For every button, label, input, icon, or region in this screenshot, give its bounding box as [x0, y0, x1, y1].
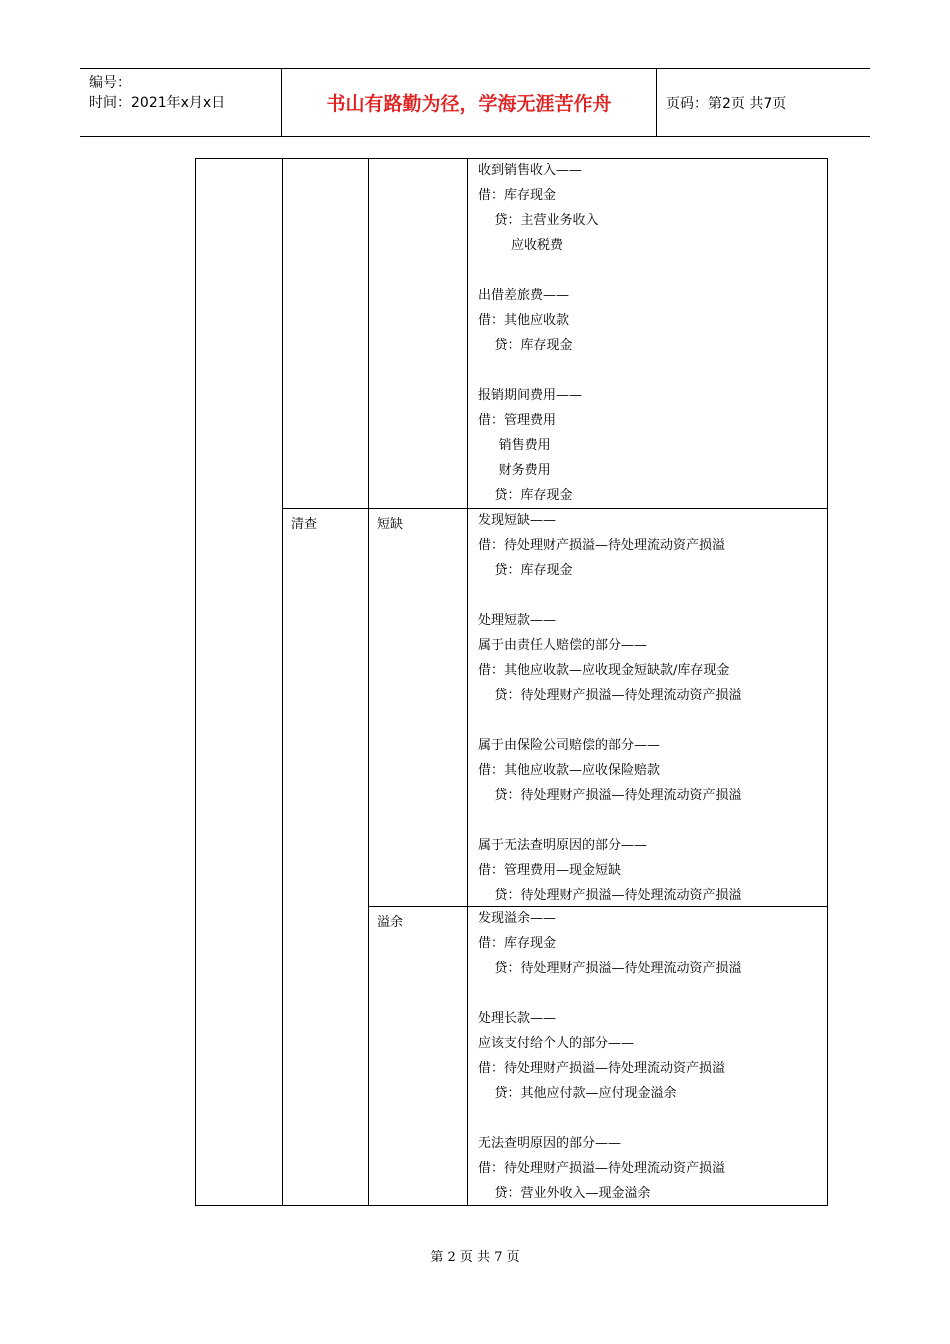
entry-line: 贷：营业外收入—现金溢余 [478, 1186, 651, 1201]
entry-line [478, 808, 742, 833]
entry-line: 贷：其他应付款—应付现金溢余 [478, 1086, 677, 1101]
entry-line: 借：管理费用—现金短缺 [478, 863, 622, 878]
entry-line: 销售费用 [478, 438, 551, 453]
entry-line: 处理长款—— [478, 1011, 557, 1026]
entry-line: 贷：待处理财产损溢—待处理流动资产损溢 [478, 788, 742, 803]
entry-line: 贷：库存现金 [478, 563, 573, 578]
table-border [827, 158, 828, 1206]
time-label: 时间：2021年x月x日 [89, 95, 226, 111]
page-header [80, 68, 870, 137]
header-divider [656, 69, 657, 136]
entry-line: 财务费用 [478, 463, 551, 478]
shortage-label: 短缺 [377, 517, 404, 532]
page-footer: 第 2 页 共 7 页 [430, 1250, 520, 1265]
shortage-entries [478, 508, 742, 908]
journal-table [195, 158, 828, 1206]
entry-line: 贷：待处理财产损溢—待处理流动资产损溢 [478, 961, 742, 976]
entry-line: 借：其他应收款—应收现金短缺款/库存现金 [478, 663, 730, 678]
entry-line: 发现短缺—— [478, 513, 557, 528]
entry-line: 出借差旅费—— [478, 288, 570, 303]
entry-line [478, 981, 742, 1006]
entry-line: 贷：待处理财产损溢—待处理流动资产损溢 [478, 888, 742, 903]
surplus-label: 溢余 [377, 915, 404, 930]
entry-line: 应该支付给个人的部分—— [478, 1036, 635, 1051]
entry-line: 借：其他应收款 [478, 313, 570, 328]
entry-line: 收到销售收入—— [478, 163, 583, 178]
column-line [368, 158, 369, 1206]
entry-line: 借：管理费用 [478, 413, 557, 428]
check-label: 清查 [291, 517, 318, 532]
entry-line: 处理短款—— [478, 613, 557, 628]
entry-line: 借：待处理财产损溢—待处理流动资产损溢 [478, 1161, 726, 1176]
entry-line: 借：待处理财产损溢—待处理流动资产损溢 [478, 538, 726, 553]
surplus-entries [478, 906, 742, 1206]
table-border [195, 158, 196, 1206]
entry-line: 借：待处理财产损溢—待处理流动资产损溢 [478, 1061, 726, 1076]
entry-line: 贷：主营业务收入 [478, 213, 599, 228]
entry-line [478, 358, 599, 383]
entry-line: 借：其他应收款—应收保险赔款 [478, 763, 661, 778]
entry-line: 发现溢余—— [478, 911, 557, 926]
cash-receipt-entries [478, 158, 599, 508]
number-label: 编号： [89, 75, 131, 91]
entry-line [478, 583, 742, 608]
entry-line: 属于由保险公司赔偿的部分—— [478, 738, 661, 753]
header-meta [89, 73, 225, 113]
entry-line: 贷：待处理财产损溢—待处理流动资产损溢 [478, 688, 742, 703]
header-page-info: 页码：第2页 共7页 [666, 95, 787, 112]
entry-line: 应收税费 [478, 238, 564, 253]
entry-line: 贷：库存现金 [478, 338, 573, 353]
column-line [467, 158, 468, 1206]
entry-line: 借：库存现金 [478, 188, 557, 203]
entry-line [478, 258, 599, 283]
column-line [282, 158, 283, 1206]
entry-line: 无法查明原因的部分—— [478, 1136, 622, 1151]
entry-line: 借：库存现金 [478, 936, 557, 951]
entry-line: 报销期间费用—— [478, 388, 583, 403]
header-motto: 书山有路勤为径，学海无涯苦作舟 [326, 93, 612, 115]
entry-line: 贷：库存现金 [478, 488, 573, 503]
entry-line [478, 708, 742, 733]
entry-line: 属于无法查明原因的部分—— [478, 838, 648, 853]
entry-line: 属于由责任人赔偿的部分—— [478, 638, 648, 653]
entry-line [478, 1106, 742, 1131]
